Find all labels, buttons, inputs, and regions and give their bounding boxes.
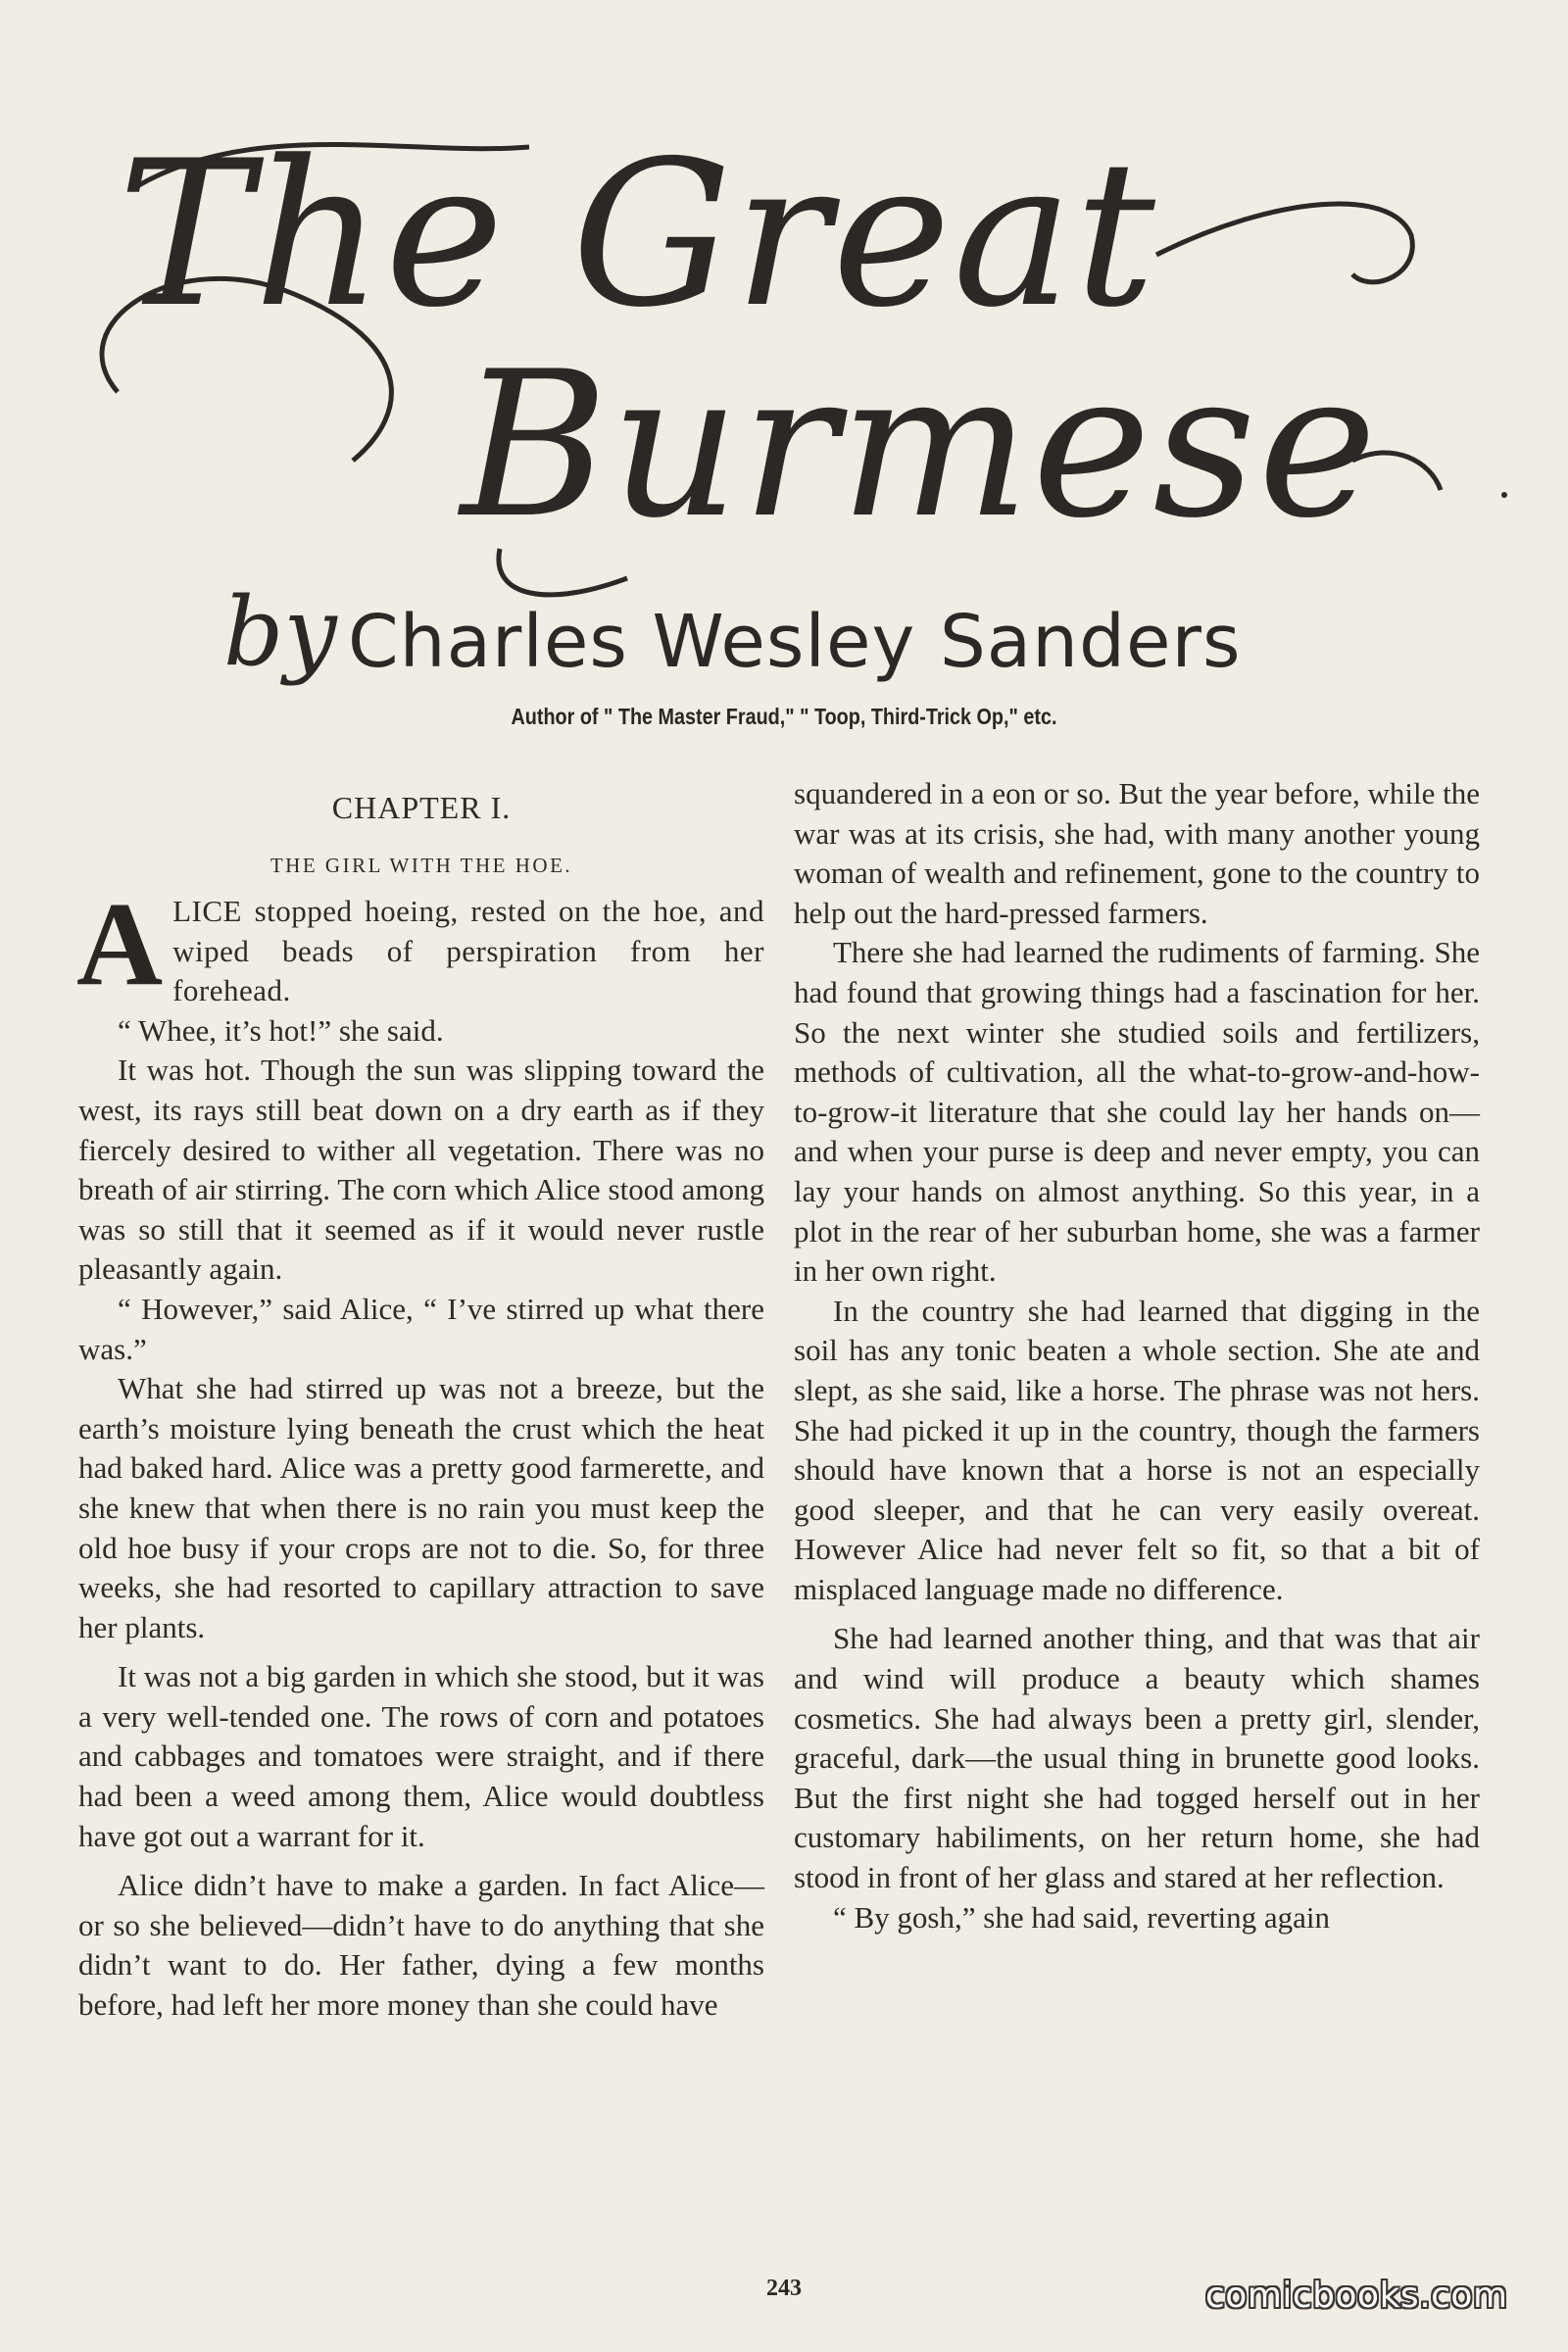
paragraph: It was not a big garden in which she stood, but it was a very well-tended one. The rows of corn and potatoes and cabbages and tomatoes were straight, and if there had been a weed among them, Alice would doubtless have got out a warrant for it.	[78, 1659, 764, 1853]
paragraph: squandered in a eon or so. But the year before, while the war was at its crisis, she had, with many another young woman of wealth and refinement, gone to the country to help out the hard-pressed farmers.	[794, 776, 1480, 930]
chapter-heading: CHAPTER I.	[331, 790, 512, 825]
paragraph: It was hot. Though the sun was slipping toward the west, its rays still beat down on a dry earth as if they fiercely desired to wither all vegetation. There was no breath of air stirring. The corn which Alice stood among was so still that it seemed as if it would never rustle pleasantly again.	[78, 1053, 764, 1287]
title-line-1: The Great	[118, 119, 1157, 352]
author-credit: Author of " The Master Fraud," " Toop, Third-Trick Op," etc.	[511, 704, 1057, 729]
chapter-subhead: THE GIRL WITH THE HOE.	[270, 854, 573, 877]
left-column	[78, 774, 764, 2026]
author-name: Charles Wesley Sanders	[348, 600, 1242, 684]
paragraph: She had learned another thing, and that was that air and wind will produce a beauty which shames cosmetics. She had always been a pretty girl, slender, graceful, dark—the usual thing in brunette good looks. But the first night she had togged herself out in her customary habiliments, on her return home, she had stood in front of her glass and stared at her reflection.	[794, 1621, 1480, 1895]
paragraph: “ However,” said Alice, “ I’ve stirred up what there was.”	[78, 1291, 764, 1366]
right-column	[794, 774, 1480, 1937]
paragraph: In the country she had learned that digging in the soil has any tonic beaten a whole section. She ate and slept, as she said, like a horse. The phrase was not hers. She had picked it up in the country, though the farmers should have known that a horse is not an especially good sleeper, and that he can very easily overeat. However Alice had never felt so fit, so that a bit of misplaced language made no difference.	[794, 1293, 1480, 1606]
page-number: 243	[766, 2276, 802, 2301]
title-line-2: Burmese	[461, 329, 1379, 563]
byline-by: by	[223, 577, 337, 687]
drop-cap: A	[76, 878, 164, 1010]
paragraph: “ Whee, it’s hot!” she said.	[118, 1012, 444, 1048]
paragraph: There she had learned the rudiments of farming. She had found that growing things had a fascination for her. So the next winter she studied soils and fertilizers, methods of cultivation, all the what-to-grow-and-how-to-grow-it literature that she could lay her hands on—and when your purse is deep and never empty, you can lay your hands on almost anything. So this year, in a plot in the rear of her suburban home, she was a farmer in her own right.	[794, 935, 1480, 1289]
site-watermark: comicbooks.com	[1205, 2276, 1508, 2316]
opening-paragraph	[76, 878, 764, 1011]
paragraph: What she had stirred up was not a breeze, but the earth’s moisture lying beneath the crust which the heat had baked hard. Alice was a pretty good farmerette, and she knew that when there is no rain you must keep the old hoe busy if your crops are not to die. So, for three weeks, she had resorted to capillary attraction to save her plants.	[78, 1371, 764, 1644]
paragraph: LICE stopped hoeing, rested on the hoe, and wiped beads of perspiration from her forehead.	[172, 894, 764, 1008]
paragraph: “ By gosh,” she had said, reverting again	[833, 1899, 1331, 1935]
paragraph: Alice didn’t have to make a garden. In fact Alice—or so she believed—didn’t have to do anything that she didn’t want to do. Her father, dying a few months before, had left her more money than she could have	[78, 1868, 764, 2023]
